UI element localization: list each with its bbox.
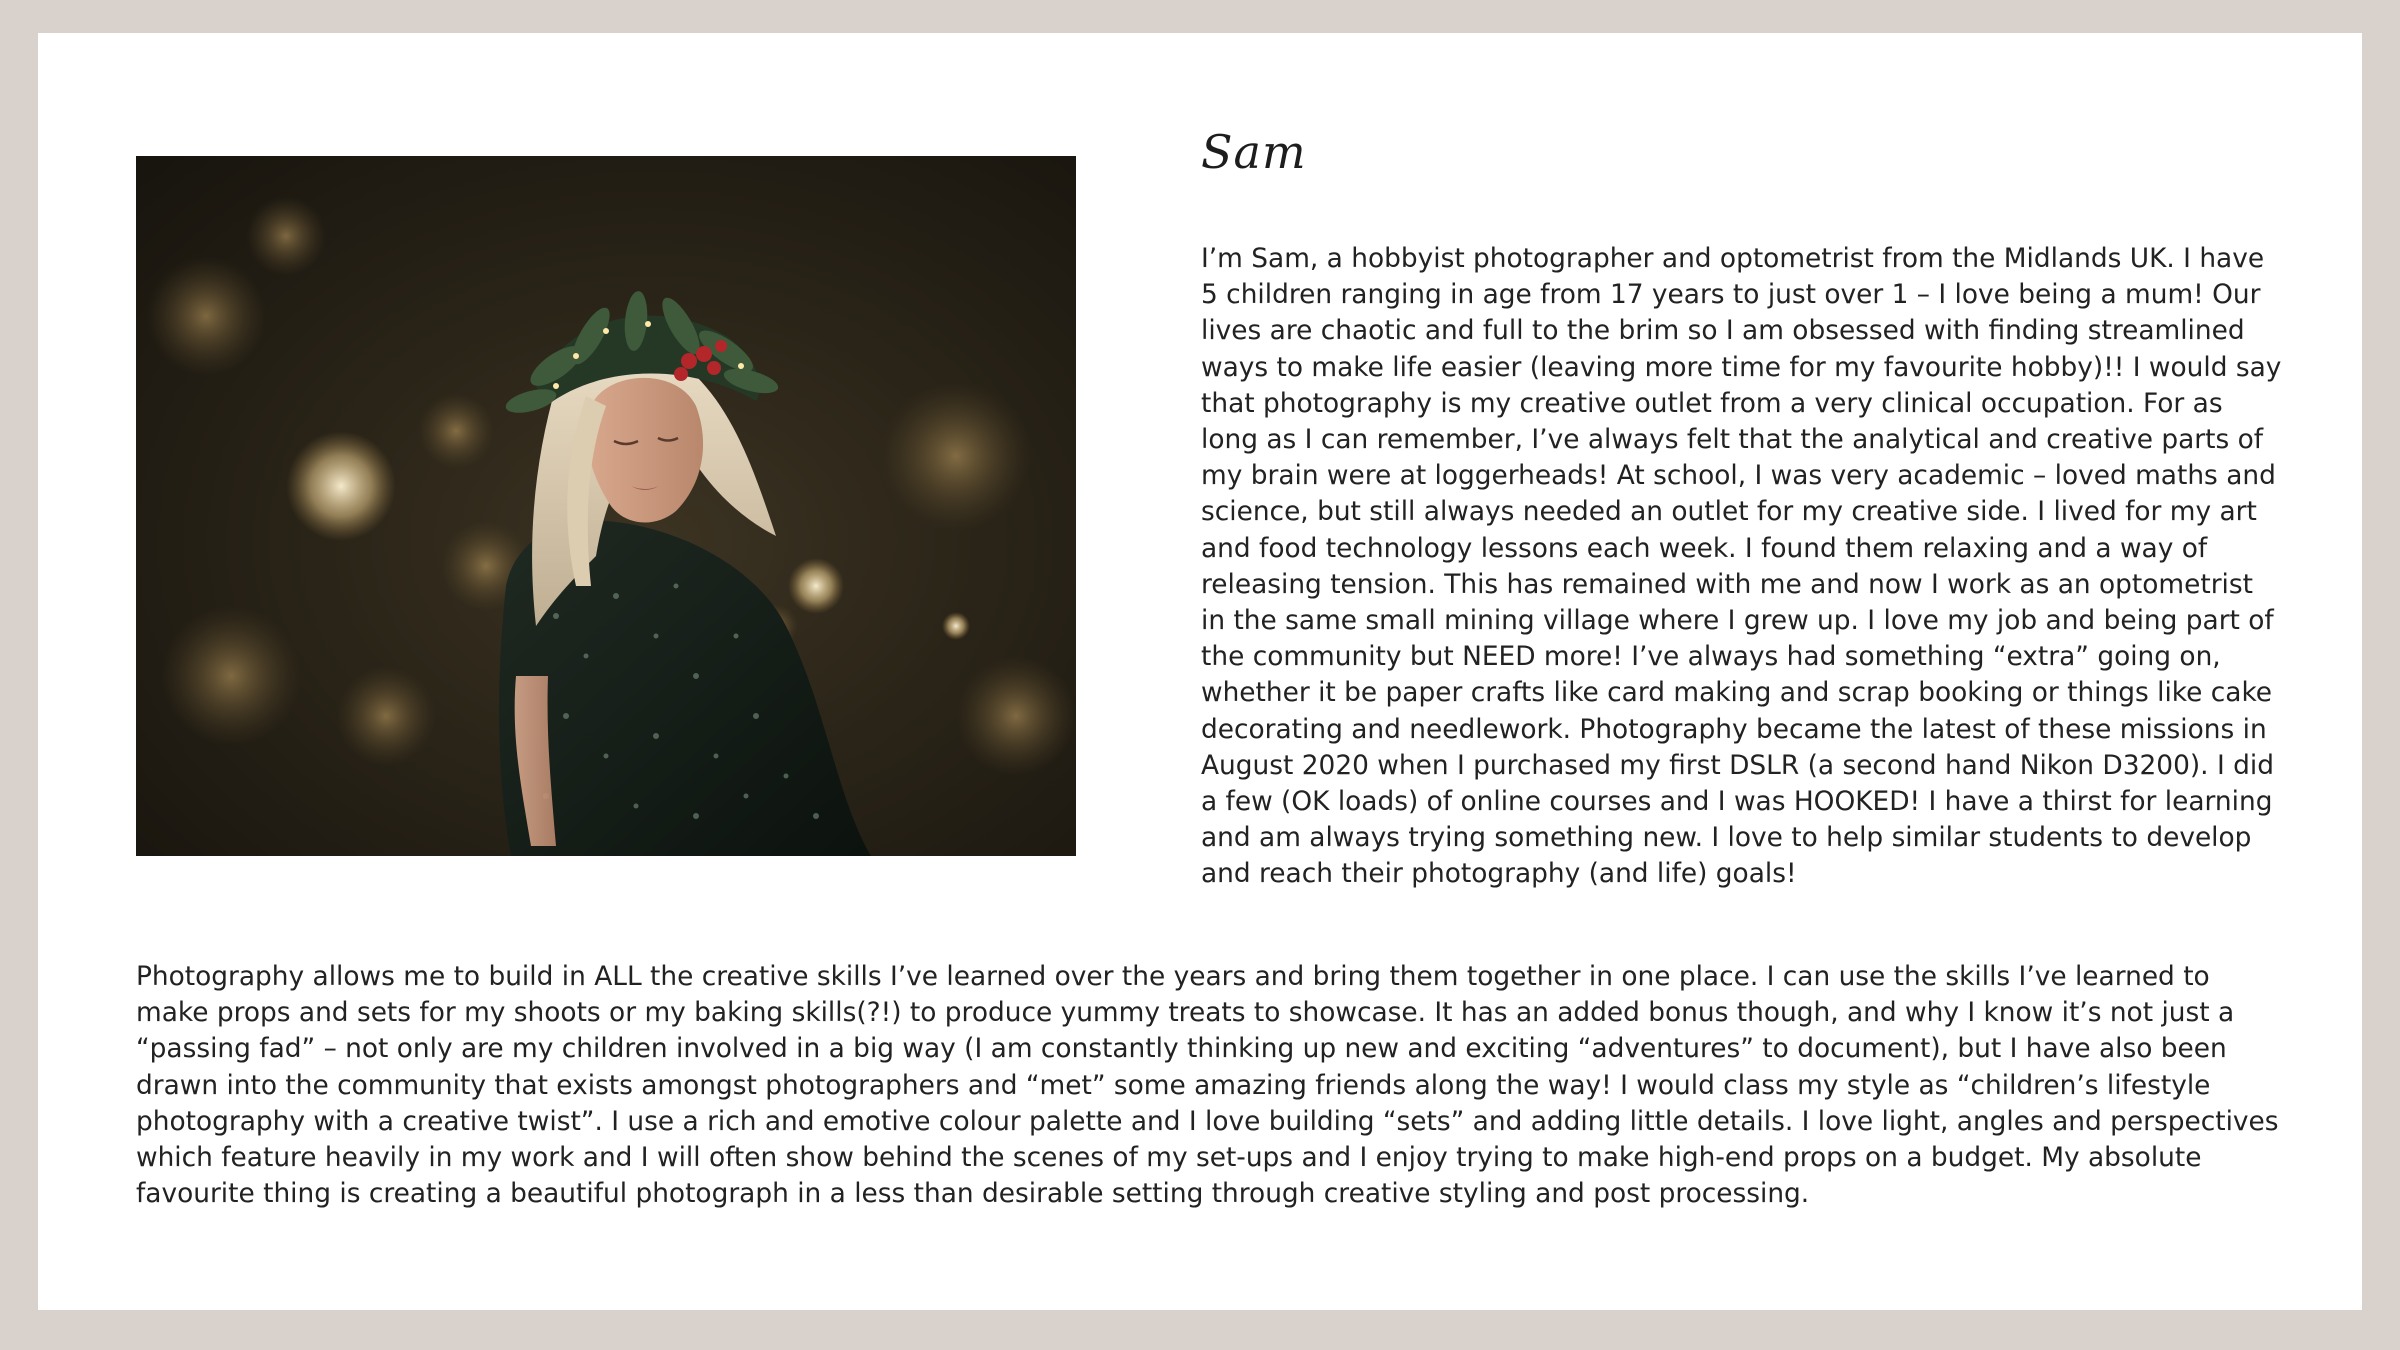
portrait-illustration xyxy=(136,156,1076,856)
profile-name: Sam xyxy=(1201,125,1307,179)
bio-paragraph: I’m Sam, a hobbyist photographer and optometrist from the Midlands UK. I have 5 children ranging in age from 17 years to just over 1 – I love being a mum! Our lives are chaotic and full to the brim so I am obsessed with finding streamlined ways to make life easier (leaving more time for my favourite hobby)!! I would say that photography is my creative outlet from a very clinical occupation. For as long as I can remember, I’ve always felt that the analytical and creative parts of my brain were at loggerheads! At school, I was very academic – loved maths and science, but still always needed an outlet for my creative side. I lived for my art and food technology lessons each week. I found them relaxing and a way of releasing tension. This has remained with me and now I work as an optometrist in the same small mining village where I grew up. I love my job and being part of the community but NEED more! I’ve always had something “extra” going on, whether it be paper crafts like card making and scrap booking or things like cake decorating and needlework. Photography became the latest of these missions in August 2020 when I purchased my first DSLR (a second hand Nikon D3200). I did a few (OK loads) of online courses and I was HOOKED! I have a thirst for learning and am always trying something new. I love to help similar students to develop and reach their photography (and life) goals! xyxy=(1201,243,2282,890)
portrait-photo xyxy=(136,156,1076,856)
page-card xyxy=(38,33,2362,1310)
style-paragraph: Photography allows me to build in ALL the creative skills I’ve learned over the years and bring them together in one place. I can use the skills I’ve learned to make props and sets for my shoots or my baking skills(?!) to produce yummy treats to showcase. It has an added bonus though, and why I know it’s not just a “passing fad” – not only are my children involved in a big way (I am constantly thinking up new and exciting “adventures” to document), but I have also been drawn into the community that exists amongst photographers and “met” some amazing friends along the way! I would class my style as “children’s lifestyle photography with a creative twist”. I use a rich and emotive colour palette and I love building “sets” and adding little details. I love light, angles and perspectives which feature heavily in my work and I will often show behind the scenes of my set-ups and I enjoy trying to make high-end props on a budget. My absolute favourite thing is creating a beautiful photograph in a less than desirable setting through creative styling and post processing. xyxy=(136,961,2279,1210)
